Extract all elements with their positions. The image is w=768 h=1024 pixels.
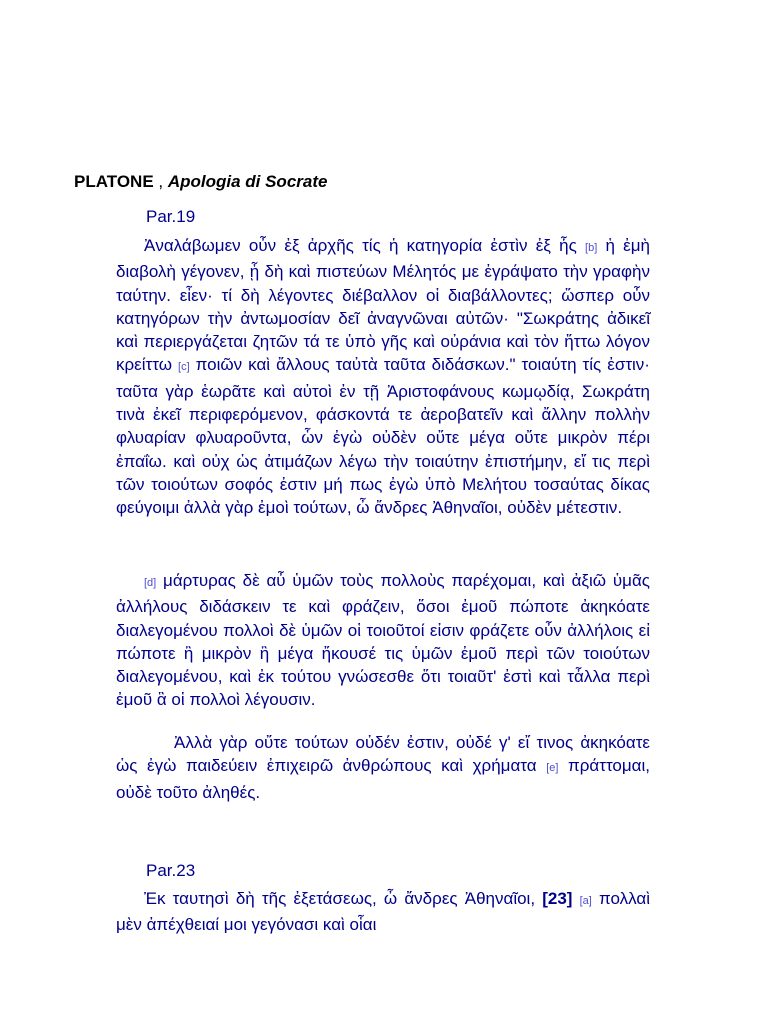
title-separator: ,: [153, 172, 168, 191]
paragraph-text: ποιῶν καὶ ἄλλους ταὐτὰ ταῦτα διδάσκων." τοιαύτη τίς ἐστιν· ταῦτα γὰρ ἑωρᾶτε καὶ αὐτοὶ ἐν τῇ Ἀριστοφάνους κωμῳδίᾳ, Σωκράτη τινὰ ἐκεῖ περιφερόμενον, φάσκοντά τε ἀεροβατεῖν καὶ ἄλλην πολλὴν φλυαρίαν φλυαροῦντα, ὧν ἐγὼ οὐδὲν οὔτε μέγα οὔτε μικρὸν πέρι ἐπαΐω. καὶ οὐχ ὡς ἀτιμάζων λέγω τὴν τοιαύτην ἐπιστήμην, εἴ τις περὶ τῶν τοιούτων σοφός ἐστιν μή πως ἐγὼ ὑπὸ Μελήτου τοσαύτας δίκας φεύγοιμι ἀλλὰ γὰρ ἐμοὶ τούτων, ὦ ἄνδρες Ἀθηναῖοι, οὐδὲν μέτεστιν.: [116, 355, 650, 518]
paragraph-text: ἡ ἐμὴ διαβολὴ γέγονεν, ᾗ δὴ καὶ πιστεύων Μέλητός με ἐγράψατο τὴν γραφὴν ταύτην. εἶεν· τί δὴ λέγοντες διέβαλλον οἱ διαβάλλοντες; ὥσπερ οὖν κατηγόρων τὴν ἀντωμοσίαν δεῖ ἀναγνῶναι αὐτῶν· "Σωκράτης ἀδικεῖ καὶ περιεργάζεται ζητῶν τά τε ὑπὸ γῆς καὶ οὐράνια καὶ τὸν ἥττω λόγον κρείττω: [116, 236, 650, 375]
paragraph-4: [116, 887, 650, 937]
author-name: PLATONE: [74, 172, 154, 191]
paragraph-3: [116, 731, 650, 804]
line-reference: [b]: [585, 242, 598, 254]
paragraph-1: [116, 234, 650, 520]
line-reference: [e]: [546, 762, 559, 775]
section-heading-par23: Par.23: [146, 861, 196, 880]
paragraph-text: πολλαὶ μὲν ἀπέχθειαί μοι γεγόνασι καὶ οἷαι: [116, 889, 650, 935]
paragraph-text: Ἐκ ταυτησὶ δὴ τῆς ἐξετάσεως, ὦ ἄνδρες Ἀθηναῖοι,: [144, 889, 536, 908]
line-reference: [c]: [178, 361, 190, 374]
paragraph-text: μάρτυρας δὲ αὖ ὑμῶν τοὺς πολλοὺς παρέχομαι, καὶ ἀξιῶ ὑμᾶς ἀλλήλους διδάσκειν τε καὶ φράζειν, ὅσοι ἐμοῦ πώποτε ἀκηκόατε διαλεγομένου πολλοὶ δὲ ὑμῶν οἱ τοιοῦτοί εἰσιν φράζετε οὖν ἀλλήλοις εἰ πώποτε ἢ μικρὸν ἢ μέγα ἤκουσέ τις ὑμῶν ἐμοῦ περὶ τῶν τοιούτων διαλεγομένου, καὶ ἐκ τούτου γνώσεσθε ὅτι τοιαῦτ' ἐστὶ καὶ τἆλλα περὶ ἐμοῦ ἃ οἱ πολλοὶ λέγουσιν.: [116, 571, 650, 710]
paragraph-text: πράττομαι, οὐδὲ τοῦτο ἀληθές.: [116, 756, 650, 802]
section-number: [23]: [542, 889, 573, 908]
work-title: Apologia di Socrate: [167, 172, 328, 191]
line-reference: [d]: [144, 577, 157, 589]
paragraph-text: Ἀναλάβωμεν οὖν ἐξ ἀρχῆς τίς ἡ κατηγορία ἐστὶν ἐξ ἧς: [144, 236, 577, 255]
section-heading-par19: Par.19: [146, 207, 196, 226]
line-reference: [a]: [579, 895, 592, 907]
document-title: [74, 172, 327, 192]
paragraph-2: [116, 569, 650, 712]
paragraph-text: Ἀλλὰ γὰρ οὔτε τούτων οὐδέν ἐστιν, οὐδέ γ' εἴ τινος ἀκηκόατε ὡς ἐγὼ παιδεύειν ἐπιχειρῶ ἀνθρώπους καὶ χρήματα: [116, 733, 650, 776]
